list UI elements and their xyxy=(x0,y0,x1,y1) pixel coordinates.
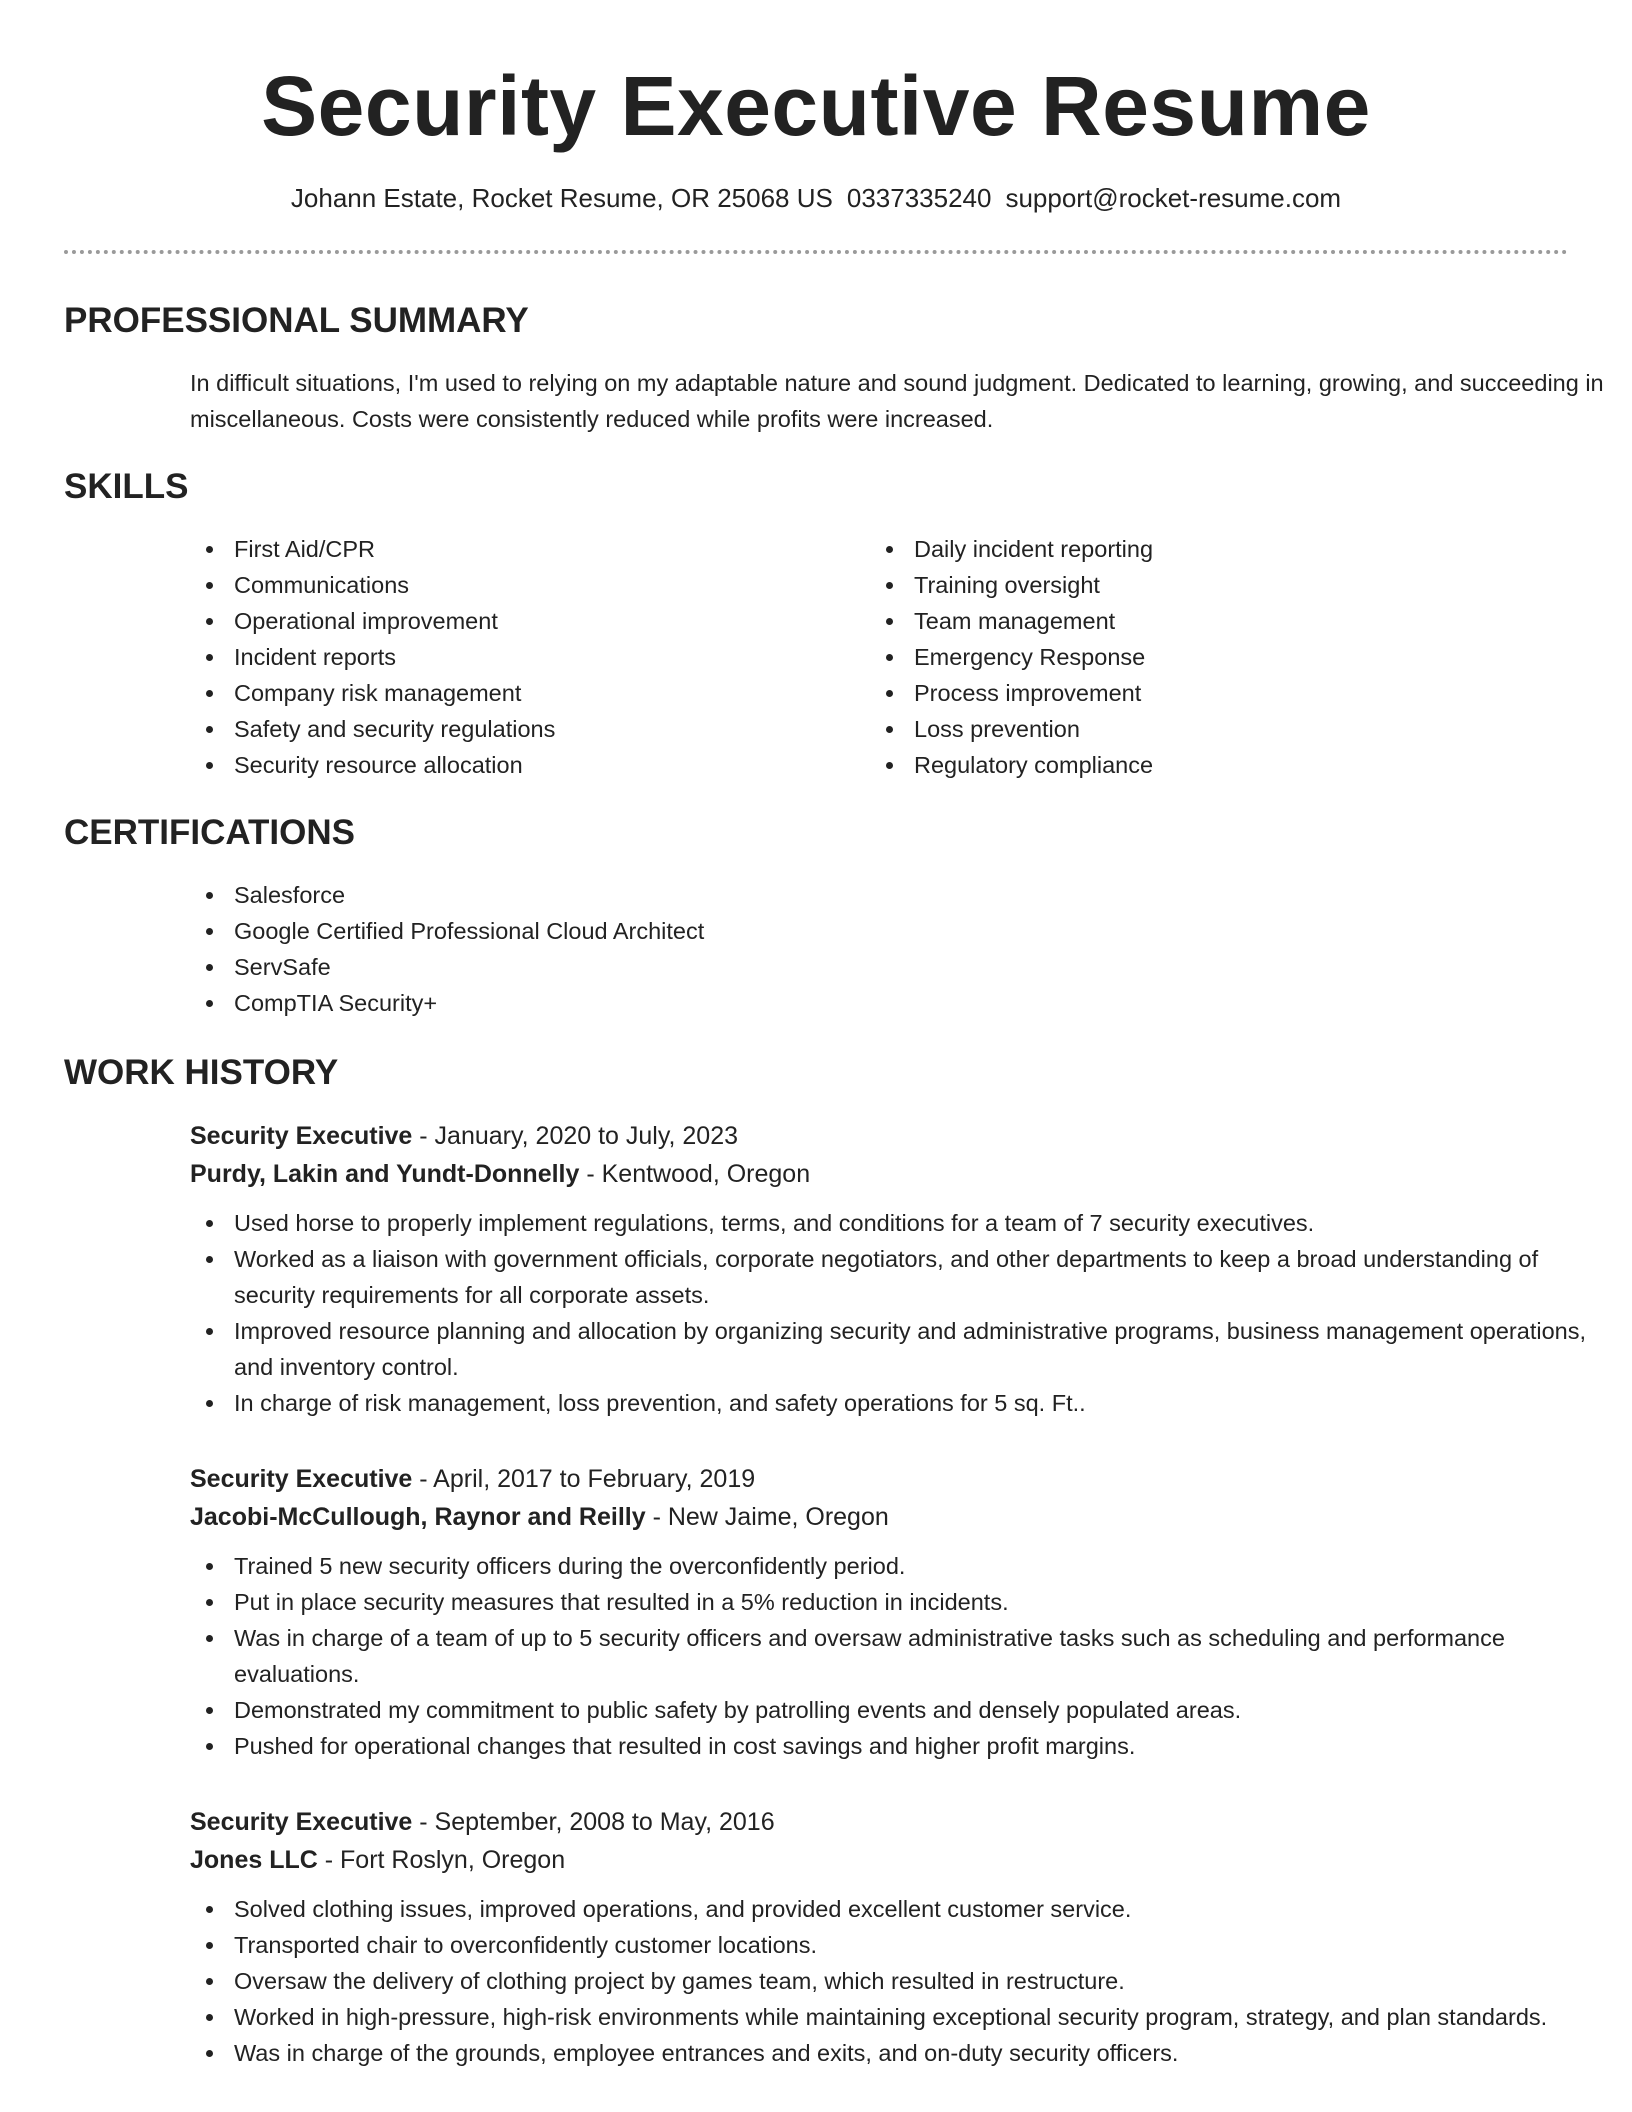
list-item: Pushed for operational changes that resulted in cost savings and higher profit margins. xyxy=(190,1728,1590,1764)
job-title: Security Executive xyxy=(190,1808,413,1836)
resume-title: Security Executive Resume xyxy=(261,59,1371,153)
job-dates: - January, 2020 to July, 2023 xyxy=(412,1122,739,1150)
skills-column-left xyxy=(190,531,830,783)
job-title: Security Executive xyxy=(190,1465,413,1493)
list-item: Operational improvement xyxy=(190,603,830,639)
list-item: Used horse to properly implement regulations, terms, and conditions for a team of 7 security executives. xyxy=(190,1205,1590,1241)
job-entry xyxy=(190,1117,1590,1421)
list-item: Worked as a liaison with government officials, corporate negotiators, and other departments to keep a broad understanding of security requirements for all corporate assets. xyxy=(190,1241,1590,1313)
work-history-heading: WORK HISTORY xyxy=(64,1053,339,1092)
list-item: Training oversight xyxy=(870,567,1510,603)
job-bullets xyxy=(190,1548,1590,1764)
job-company: Jones LLC xyxy=(190,1846,318,1874)
list-item: Regulatory compliance xyxy=(870,747,1510,783)
list-item: Daily incident reporting xyxy=(870,531,1510,567)
job-location: - Kentwood, Oregon xyxy=(579,1160,811,1188)
list-item: First Aid/CPR xyxy=(190,531,830,567)
certifications-section xyxy=(190,877,1490,1021)
list-item: In charge of risk management, loss prevention, and safety operations for 5 sq. Ft.. xyxy=(190,1385,1590,1421)
job-title-line xyxy=(190,1803,1590,1841)
list-item: Loss prevention xyxy=(870,711,1510,747)
contact-phone: 0337335240 xyxy=(846,183,992,213)
job-dates: - April, 2017 to February, 2019 xyxy=(412,1465,756,1493)
list-item: Salesforce xyxy=(190,877,1490,913)
skills-list-left xyxy=(190,531,830,783)
list-item: Oversaw the delivery of clothing project by games team, which resulted in restructure. xyxy=(190,1963,1590,1999)
contact-line xyxy=(64,180,1568,216)
job-company-line xyxy=(190,1155,1590,1193)
contact-email[interactable]: support@rocket-resume.com xyxy=(1005,183,1342,213)
job-company: Jacobi-McCullough, Raynor and Reilly xyxy=(190,1503,646,1531)
list-item: Team management xyxy=(870,603,1510,639)
job-location: - New Jaime, Oregon xyxy=(645,1503,889,1531)
job-title-line xyxy=(190,1460,1590,1498)
list-item: Communications xyxy=(190,567,830,603)
list-item: Solved clothing issues, improved operations, and provided excellent customer service. xyxy=(190,1891,1590,1927)
job-bullets xyxy=(190,1205,1590,1421)
job-bullets xyxy=(190,1891,1590,2071)
list-item: Was in charge of a team of up to 5 security officers and oversaw administrative tasks such as scheduling and performance evaluations. xyxy=(190,1620,1590,1692)
skills-column-right xyxy=(870,531,1510,783)
list-item: Google Certified Professional Cloud Architect xyxy=(190,913,1490,949)
job-company-line xyxy=(190,1841,1590,1879)
job-company-line xyxy=(190,1498,1590,1536)
header-divider xyxy=(64,250,1568,254)
list-item: Put in place security measures that resulted in a 5% reduction in incidents. xyxy=(190,1584,1590,1620)
list-item: Trained 5 new security officers during the overconfidently period. xyxy=(190,1548,1590,1584)
job-title: Security Executive xyxy=(190,1122,413,1150)
list-item: Improved resource planning and allocation by organizing security and administrative programs, business management operations, and inventory control. xyxy=(190,1313,1590,1385)
list-item: Safety and security regulations xyxy=(190,711,830,747)
list-item: Emergency Response xyxy=(870,639,1510,675)
job-entry xyxy=(190,1460,1590,1764)
certifications-heading: CERTIFICATIONS xyxy=(64,813,356,852)
list-item: Demonstrated my commitment to public safety by patrolling events and densely populated areas. xyxy=(190,1692,1590,1728)
list-item: Incident reports xyxy=(190,639,830,675)
list-item: CompTIA Security+ xyxy=(190,985,1490,1021)
job-dates: - September, 2008 to May, 2016 xyxy=(412,1808,775,1836)
job-location: - Fort Roslyn, Oregon xyxy=(317,1846,566,1874)
list-item: Transported chair to overconfidently customer locations. xyxy=(190,1927,1590,1963)
list-item: Was in charge of the grounds, employee entrances and exits, and on-duty security officers. xyxy=(190,2035,1590,2071)
list-item: Security resource allocation xyxy=(190,747,830,783)
job-title-line xyxy=(190,1117,1590,1155)
summary-heading: PROFESSIONAL SUMMARY xyxy=(64,301,529,340)
list-item: Process improvement xyxy=(870,675,1510,711)
certifications-list xyxy=(190,877,1490,1021)
list-item: Worked in high-pressure, high-risk environments while maintaining exceptional security program, strategy, and plan standards. xyxy=(190,1999,1590,2035)
job-entry xyxy=(190,1803,1590,2071)
skills-list-right xyxy=(870,531,1510,783)
job-company: Purdy, Lakin and Yundt-Donnelly xyxy=(190,1160,580,1188)
list-item: Company risk management xyxy=(190,675,830,711)
summary-text: In difficult situations, I'm used to relying on my adaptable nature and sound judgment. Dedicated to learning, growing, and succeeding in miscellaneous. Costs were consistently reduced while profits were increased. xyxy=(190,370,1604,432)
contact-address: Johann Estate, Rocket Resume, OR 25068 US xyxy=(290,183,833,213)
skills-heading: SKILLS xyxy=(64,467,189,506)
list-item: ServSafe xyxy=(190,949,1490,985)
